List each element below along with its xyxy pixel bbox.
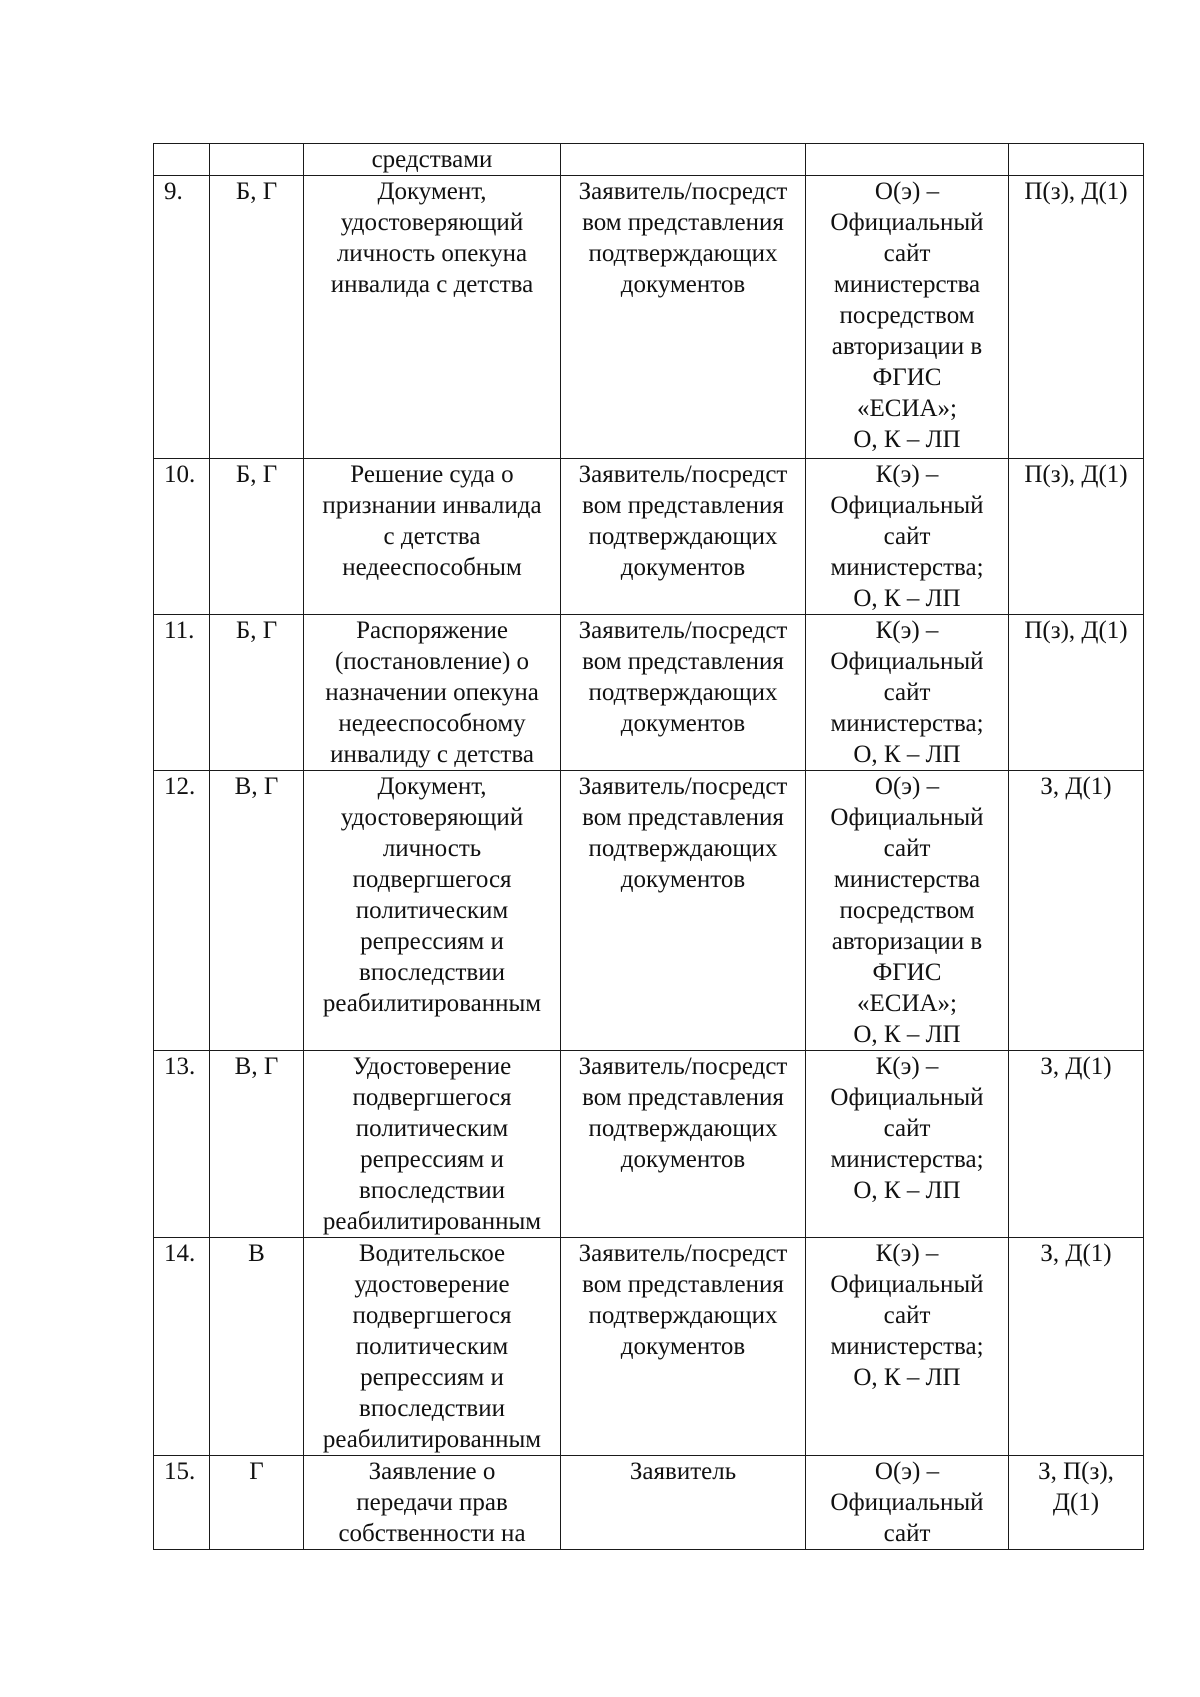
row-number-cell — [154, 1051, 210, 1238]
type-text: З, Д(1) — [1040, 773, 1112, 800]
type-text: З, Д(1) — [1040, 1240, 1112, 1267]
category-text: Г — [249, 1458, 264, 1485]
category-text: Б, Г — [235, 461, 278, 488]
category-cell — [210, 144, 304, 176]
type-text: З, Д(1) — [1040, 1053, 1112, 1080]
submitter-cell — [561, 1238, 806, 1456]
category-text: Б, Г — [235, 617, 278, 644]
category-cell — [210, 459, 304, 615]
source-cell — [806, 459, 1009, 615]
document-text: Документ, удостоверяющий личность опекуна инвалида с детства — [330, 178, 534, 298]
submitter-text: Заявитель — [629, 1458, 737, 1485]
submitter-text: Заявитель/посредст вом представления подтверждающих документов — [578, 461, 788, 581]
row-number: 15. — [164, 1458, 196, 1485]
category-cell — [210, 1238, 304, 1456]
source-cell — [806, 144, 1009, 176]
type-cell — [1009, 459, 1144, 615]
category-cell — [210, 615, 304, 771]
row-number: 11. — [164, 617, 195, 644]
type-cell — [1009, 771, 1144, 1051]
category-cell — [210, 1051, 304, 1238]
type-cell — [1009, 144, 1144, 176]
category-text: В, Г — [234, 1053, 279, 1080]
type-cell — [1009, 1456, 1144, 1550]
source-text: О(э) – Официальный сайт министерства посредством авторизации в ФГИС «ЕСИА»; О, К – ЛП — [830, 178, 984, 453]
category-cell — [210, 176, 304, 459]
document-cell — [304, 1051, 561, 1238]
source-cell — [806, 176, 1009, 459]
submitter-text: Заявитель/посредст вом представления подтверждающих документов — [578, 178, 788, 298]
row-number: 12. — [164, 773, 196, 800]
type-cell — [1009, 615, 1144, 771]
row-number: 13. — [164, 1053, 196, 1080]
document-text: Заявление о передачи прав собственности на — [338, 1458, 526, 1547]
source-text: О(э) – Официальный сайт — [830, 1458, 984, 1547]
row-number-cell — [154, 615, 210, 771]
document-cell — [304, 144, 561, 176]
source-cell — [806, 615, 1009, 771]
type-text: П(з), Д(1) — [1024, 617, 1128, 644]
row-number: 14. — [164, 1240, 196, 1267]
submitter-cell — [561, 144, 806, 176]
table-row — [154, 1051, 1144, 1238]
submitter-text: Заявитель/посредст вом представления подтверждающих документов — [578, 617, 788, 737]
table-row — [154, 1238, 1144, 1456]
type-cell — [1009, 176, 1144, 459]
document-text: средствами — [371, 146, 493, 173]
table-row — [154, 459, 1144, 615]
category-cell — [210, 771, 304, 1051]
row-number: 9. — [164, 178, 183, 205]
type-text: П(з), Д(1) — [1024, 461, 1128, 488]
row-number-cell — [154, 1456, 210, 1550]
row-number-cell — [154, 1238, 210, 1456]
submitter-text: Заявитель/посредст вом представления подтверждающих документов — [578, 1240, 788, 1360]
document-text: Удостоверение подвергшегося политическим репрессиям и впоследствии реабилитированным — [322, 1053, 542, 1235]
category-text: В, Г — [234, 773, 279, 800]
table-row-continuation — [154, 144, 1144, 176]
document-text: Распоряжение (постановление) о назначении опекуна недееспособному инвалиду с детства — [325, 617, 539, 768]
documents-table — [153, 143, 1144, 1550]
type-cell — [1009, 1051, 1144, 1238]
row-number-cell — [154, 459, 210, 615]
submitter-text: Заявитель/посредст вом представления подтверждающих документов — [578, 1053, 788, 1173]
source-cell — [806, 1456, 1009, 1550]
document-cell — [304, 459, 561, 615]
row-number-cell — [154, 176, 210, 459]
document-cell — [304, 615, 561, 771]
document-cell — [304, 1238, 561, 1456]
row-number-cell — [154, 771, 210, 1051]
submitter-cell — [561, 771, 806, 1051]
source-cell — [806, 1238, 1009, 1456]
type-text: З, П(з), Д(1) — [1038, 1458, 1114, 1516]
source-cell — [806, 771, 1009, 1051]
row-number-cell — [154, 144, 210, 176]
submitter-text: Заявитель/посредст вом представления подтверждающих документов — [578, 773, 788, 893]
row-number: 10. — [164, 461, 196, 488]
document-cell — [304, 176, 561, 459]
source-cell — [806, 1051, 1009, 1238]
table-row — [154, 176, 1144, 459]
source-text: О(э) – Официальный сайт министерства посредством авторизации в ФГИС «ЕСИА»; О, К – ЛП — [830, 773, 984, 1048]
category-text: Б, Г — [235, 178, 278, 205]
source-text: К(э) – Официальный сайт министерства; О, К – ЛП — [830, 1053, 984, 1204]
table-row — [154, 615, 1144, 771]
source-text: К(э) – Официальный сайт министерства; О, К – ЛП — [830, 1240, 984, 1391]
submitter-cell — [561, 615, 806, 771]
document-text: Документ, удостоверяющий личность подвергшегося политическим репрессиям и впоследствии реабилитированным — [322, 773, 542, 1017]
document-cell — [304, 1456, 561, 1550]
type-text: П(з), Д(1) — [1024, 178, 1128, 205]
table-row — [154, 1456, 1144, 1550]
category-cell — [210, 1456, 304, 1550]
submitter-cell — [561, 1456, 806, 1550]
category-text: В — [248, 1240, 265, 1267]
source-text: К(э) – Официальный сайт министерства; О, К – ЛП — [830, 617, 984, 768]
document-text: Решение суда о признании инвалида с детства недееспособным — [322, 461, 542, 581]
document-cell — [304, 771, 561, 1051]
submitter-cell — [561, 1051, 806, 1238]
type-cell — [1009, 1238, 1144, 1456]
source-text: К(э) – Официальный сайт министерства; О, К – ЛП — [830, 461, 984, 612]
document-text: Водительское удостоверение подвергшегося политическим репрессиям и впоследствии реабилитированным — [322, 1240, 542, 1453]
submitter-cell — [561, 176, 806, 459]
submitter-cell — [561, 459, 806, 615]
table-row — [154, 771, 1144, 1051]
